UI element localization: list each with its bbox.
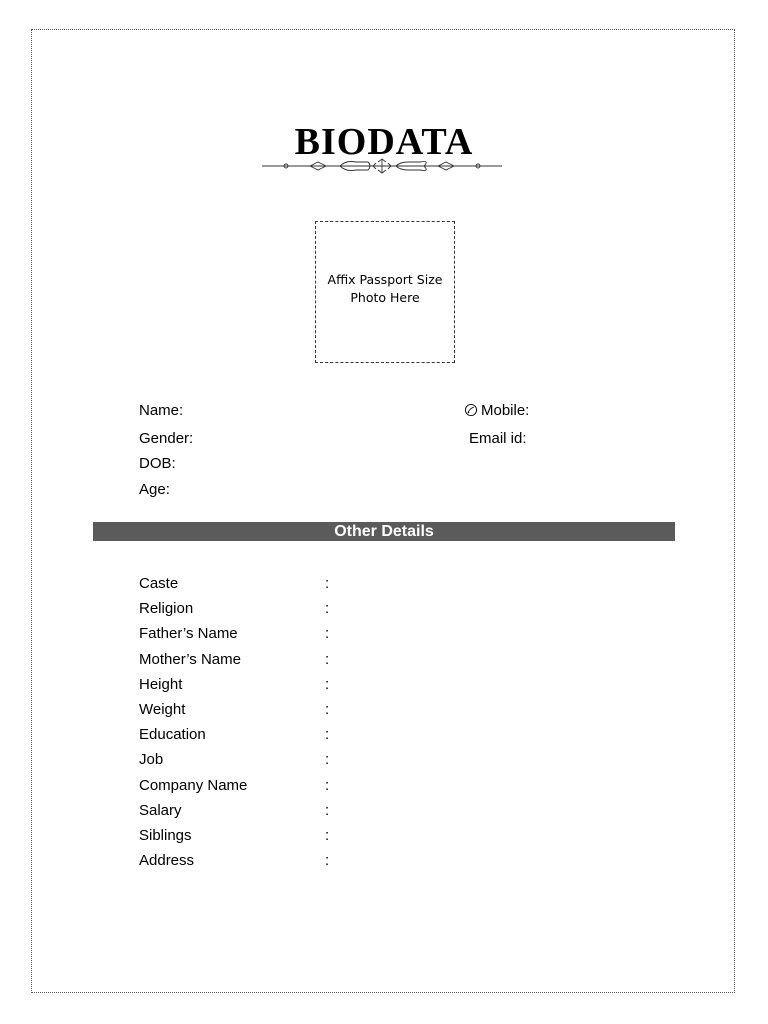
detail-label: Siblings (139, 826, 192, 844)
age-label: Age: (139, 481, 170, 498)
detail-row (139, 827, 639, 852)
detail-separator: : (325, 852, 330, 870)
photo-placeholder-text: Affix Passport Size Photo Here (327, 272, 443, 305)
detail-label: Address (139, 852, 195, 870)
detail-label: Education (139, 726, 206, 744)
detail-row (139, 575, 639, 600)
detail-row (139, 651, 639, 676)
detail-row (139, 726, 639, 751)
detail-separator: : (325, 801, 330, 819)
detail-label: Job (139, 751, 164, 769)
detail-separator: : (325, 575, 330, 592)
detail-separator: : (325, 751, 330, 769)
detail-row (139, 625, 639, 650)
mobile-label: Mobile: (481, 402, 530, 419)
detail-separator: : (325, 826, 330, 844)
gender-label: Gender: (139, 430, 194, 447)
detail-row (139, 852, 639, 877)
detail-label: Religion (139, 600, 194, 618)
detail-label: Weight (139, 700, 186, 718)
detail-row (139, 751, 639, 776)
title-ornament (260, 156, 504, 176)
detail-row (139, 600, 639, 625)
detail-row (139, 676, 639, 701)
detail-row (139, 777, 639, 802)
detail-separator: : (325, 675, 330, 693)
detail-separator: : (325, 726, 330, 744)
photo-placeholder-box (315, 221, 455, 363)
mobile-field (464, 402, 529, 420)
name-label: Name: (139, 402, 184, 419)
detail-label: Caste (139, 575, 179, 592)
detail-label: Height (139, 675, 183, 693)
detail-row (139, 802, 639, 827)
detail-separator: : (325, 776, 330, 794)
detail-label: Mother’s Name (139, 650, 241, 668)
detail-row (139, 701, 639, 726)
detail-separator: : (325, 700, 330, 718)
detail-separator: : (325, 650, 330, 668)
detail-label: Company Name (139, 776, 248, 794)
detail-separator: : (325, 625, 330, 643)
detail-label: Father’s Name (139, 625, 238, 643)
section-heading-other-details: Other Details (93, 522, 675, 541)
detail-label: Salary (139, 801, 182, 819)
document-title: BIODATA (294, 121, 474, 163)
email-label: Email id: (469, 430, 527, 447)
dob-label: DOB: (139, 455, 176, 472)
phone-icon (464, 403, 478, 417)
details-list (139, 575, 639, 877)
detail-separator: : (325, 600, 330, 618)
